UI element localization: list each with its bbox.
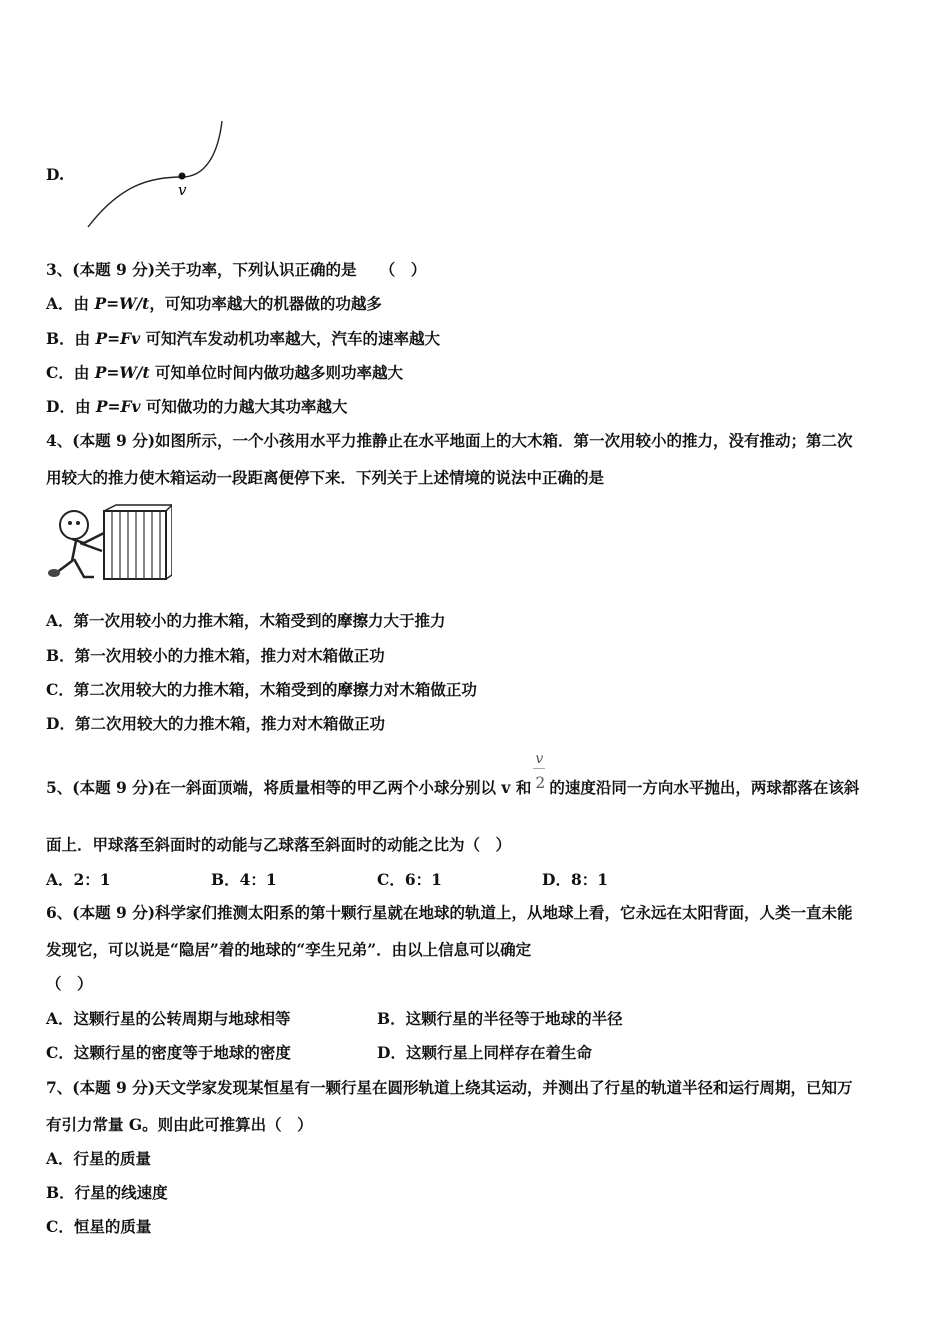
q6-option-b[interactable]: B．这颗行星的半径等于地球的半径 [377, 1009, 623, 1028]
q3-option-b[interactable] [46, 329, 440, 349]
v-over-2-fraction [533, 751, 547, 793]
q7-option-c[interactable]: C．恒星的质量 [46, 1217, 152, 1236]
fraction-denominator: 2 [535, 774, 546, 792]
q7-option-b[interactable]: B．行星的线速度 [46, 1183, 168, 1202]
q7-stem-line1: 7、(本题 9 分)天文学家发现某恒星有一颗行星在圆形轨道上绕其运动，并测出了行星的轨道半径和运行周期，已知万 [46, 1078, 853, 1097]
q6-stem-line2: 发现它，可以说是“隐居”着的地球的“孪生兄弟”．由以上信息可以确定 [46, 940, 532, 959]
q4-option-c[interactable]: C．第二次用较大的力推木箱，木箱受到的摩擦力对木箱做正功 [46, 680, 477, 699]
option-label: B．由 [46, 329, 96, 348]
option-label: D．由 [46, 397, 96, 416]
option-label: C．由 [46, 363, 95, 382]
option-text: 可知汽车发动机功率越大，汽车的速率越大 [140, 329, 441, 348]
q6-answer-blank: （ ） [46, 974, 93, 993]
formula: P=Fv [95, 397, 141, 416]
fraction-numerator: v [535, 751, 544, 767]
q2-graph-label: v [178, 181, 187, 199]
q6-stem-line1: 6、(本题 9 分)科学家们推测太阳系的第十颗行星就在地球的轨道上，从地球上看，它永远在太阳背面，人类一直未能 [46, 903, 853, 922]
formula: P=W/t [94, 363, 150, 382]
q5-stem-line2: 面上．甲球落至斜面时的动能与乙球落至斜面时的动能之比为（ ） [46, 835, 512, 854]
q3-option-a[interactable] [46, 294, 382, 314]
q5-option-d[interactable]: D．8：1 [542, 870, 609, 889]
q4-option-d[interactable]: D．第二次用较大的力推木箱，推力对木箱做正功 [46, 714, 385, 733]
q3-stem: 3、(本题 9 分)关于功率，下列认识正确的是 （ ） [46, 260, 427, 279]
q3-option-c[interactable] [46, 363, 403, 383]
q7-stem-line2: 有引力常量 G。则由此可推算出（ ） [46, 1115, 313, 1134]
q2-option-d-graph [80, 115, 230, 235]
formula: P=Fv [95, 329, 141, 348]
q7-option-a[interactable]: A．行星的质量 [46, 1149, 152, 1168]
option-text: 可知做功的力越大其功率越大 [140, 397, 348, 416]
q6-option-d[interactable]: D．这颗行星上同样存在着生命 [377, 1043, 592, 1062]
q5-stem-a: 5、(本题 9 分)在一斜面顶端，将质量相等的甲乙两个小球分别以 v 和 [46, 778, 532, 797]
option-text: ，可知功率越大的机器做的功越多 [149, 294, 382, 313]
formula: P=W/t [94, 294, 150, 313]
q6-option-c[interactable]: C．这颗行星的密度等于地球的密度 [46, 1043, 291, 1062]
q2-option-d-label: D. [46, 165, 65, 184]
option-text: 可知单位时间内做功越多则功率越大 [149, 363, 404, 382]
q5-option-b[interactable]: B．4：1 [211, 870, 277, 889]
q5-stem-b: 的速度沿同一方向水平抛出，两球都落在该斜 [549, 778, 860, 797]
q4-option-b[interactable]: B．第一次用较小的力推木箱，推力对木箱做正功 [46, 646, 385, 665]
q5-stem-line1 [46, 751, 860, 798]
q3-option-d[interactable] [46, 397, 347, 417]
q6-option-a[interactable]: A．这颗行星的公转周期与地球相等 [46, 1009, 291, 1028]
q5-option-a[interactable]: A．2：1 [46, 870, 111, 889]
q4-option-a[interactable]: A．第一次用较小的力推木箱，木箱受到的摩擦力大于推力 [46, 611, 446, 630]
option-label: A．由 [46, 294, 95, 313]
q5-option-c[interactable]: C．6：1 [377, 870, 442, 889]
q4-stem-line1: 4、(本题 9 分)如图所示，一个小孩用水平力推静止在水平地面上的大木箱．第一次用较小的推力，没有推动；第二次 [46, 431, 853, 450]
q4-stem-line2: 用较大的推力使木箱运动一段距离便停下来．下列关于上述情境的说法中正确的是 [46, 468, 605, 487]
child-pushing-box-illustration [44, 503, 172, 583]
